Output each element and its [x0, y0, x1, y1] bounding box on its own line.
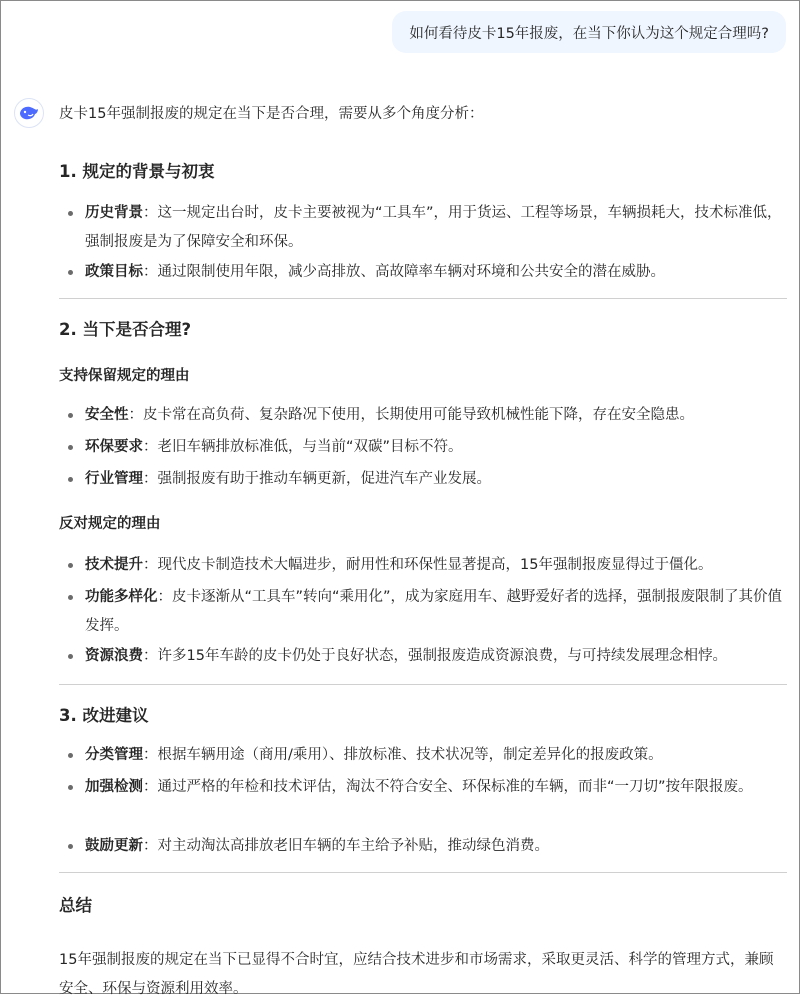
- item-label: 环保要求: [85, 439, 143, 455]
- list-item: [85, 741, 783, 770]
- summary-heading: 总结: [59, 896, 92, 915]
- item-text: ：现代皮卡制造技术大幅进步，耐用性和环保性显著提高，15年强制报废显得过于僵化。: [143, 557, 713, 573]
- item-text: ：这一规定出台时，皮卡主要被视为“工具车”，用于货运、工程等场景，车辆损耗大，技术标准低，强制报废是为了保障安全和环保。: [85, 205, 782, 250]
- divider: [59, 872, 787, 873]
- list-item: [85, 773, 783, 802]
- subsection-heading: 反对规定的理由: [59, 516, 161, 532]
- item-label: 分类管理: [85, 747, 143, 763]
- summary-text: 15年强制报废的规定在当下已显得不合时宜，应结合技术进步和市场需求，采取更灵活、科学的管理方式，兼顾安全、环保与资源利用效率。: [59, 951, 774, 997]
- list-item: [85, 642, 783, 671]
- divider: [59, 684, 787, 685]
- item-label: 功能多样化: [85, 589, 158, 605]
- assistant-avatar: [14, 98, 44, 128]
- item-text: ：对主动淘汰高排放老旧车辆的车主给予补贴，推动绿色消费。: [143, 838, 549, 854]
- item-label: 鼓励更新: [85, 838, 143, 854]
- list-item: [85, 433, 783, 462]
- whale-logo-icon: [18, 104, 40, 122]
- list-item: [85, 401, 783, 430]
- list-item: [85, 258, 783, 287]
- item-text: ：通过限制使用年限，减少高排放、高故障率车辆对环境和公共安全的潜在威胁。: [143, 264, 665, 280]
- item-text: ：皮卡逐渐从“工具车”转向“乘用化”，成为家庭用车、越野爱好者的选择，强制报废限制了其价值发挥。: [85, 589, 783, 634]
- item-label: 技术提升: [85, 557, 143, 573]
- item-text: ：许多15年车龄的皮卡仍处于良好状态，强制报废造成资源浪费，与可持续发展理念相悖。: [143, 648, 727, 664]
- list-item: [85, 465, 783, 494]
- item-label: 安全性: [85, 407, 129, 423]
- answer-intro: 皮卡15年强制报废的规定在当下是否合理，需要从多个角度分析：: [59, 106, 484, 122]
- section-heading: 3. 改进建议: [59, 706, 149, 725]
- section-heading: 2. 当下是否合理?: [59, 320, 192, 339]
- item-text: ：根据车辆用途（商用/乘用）、排放标准、技术状况等，制定差异化的报废政策。: [143, 747, 663, 763]
- item-label: 历史背景: [85, 205, 143, 221]
- item-label: 政策目标: [85, 264, 143, 280]
- list-item: [85, 199, 783, 257]
- subsection-heading: 支持保留规定的理由: [59, 368, 190, 384]
- item-text: ：老旧车辆排放标准低，与当前“双碳”目标不符。: [143, 439, 463, 455]
- divider: [59, 298, 787, 299]
- item-label: 资源浪费: [85, 648, 143, 664]
- user-message-bubble: [392, 11, 786, 53]
- item-text: ：通过严格的年检和技术评估，淘汰不符合安全、环保标准的车辆，而非“一刀切”按年限报废。: [143, 779, 753, 795]
- section-heading: 1. 规定的背景与初衷: [59, 162, 215, 181]
- list-item: [85, 551, 783, 580]
- item-text: ：强制报废有助于推动车辆更新，促进汽车产业发展。: [143, 471, 491, 487]
- list-item: [85, 583, 783, 641]
- item-label: 加强检测: [85, 779, 143, 795]
- list-item: [85, 832, 783, 861]
- item-text: ：皮卡常在高负荷、复杂路况下使用，长期使用可能导致机械性能下降，存在安全隐患。: [128, 407, 694, 423]
- user-message-text: 如何看待皮卡15年报废，在当下你认为这个规定合理吗?: [409, 25, 769, 42]
- item-label: 行业管理: [85, 471, 143, 487]
